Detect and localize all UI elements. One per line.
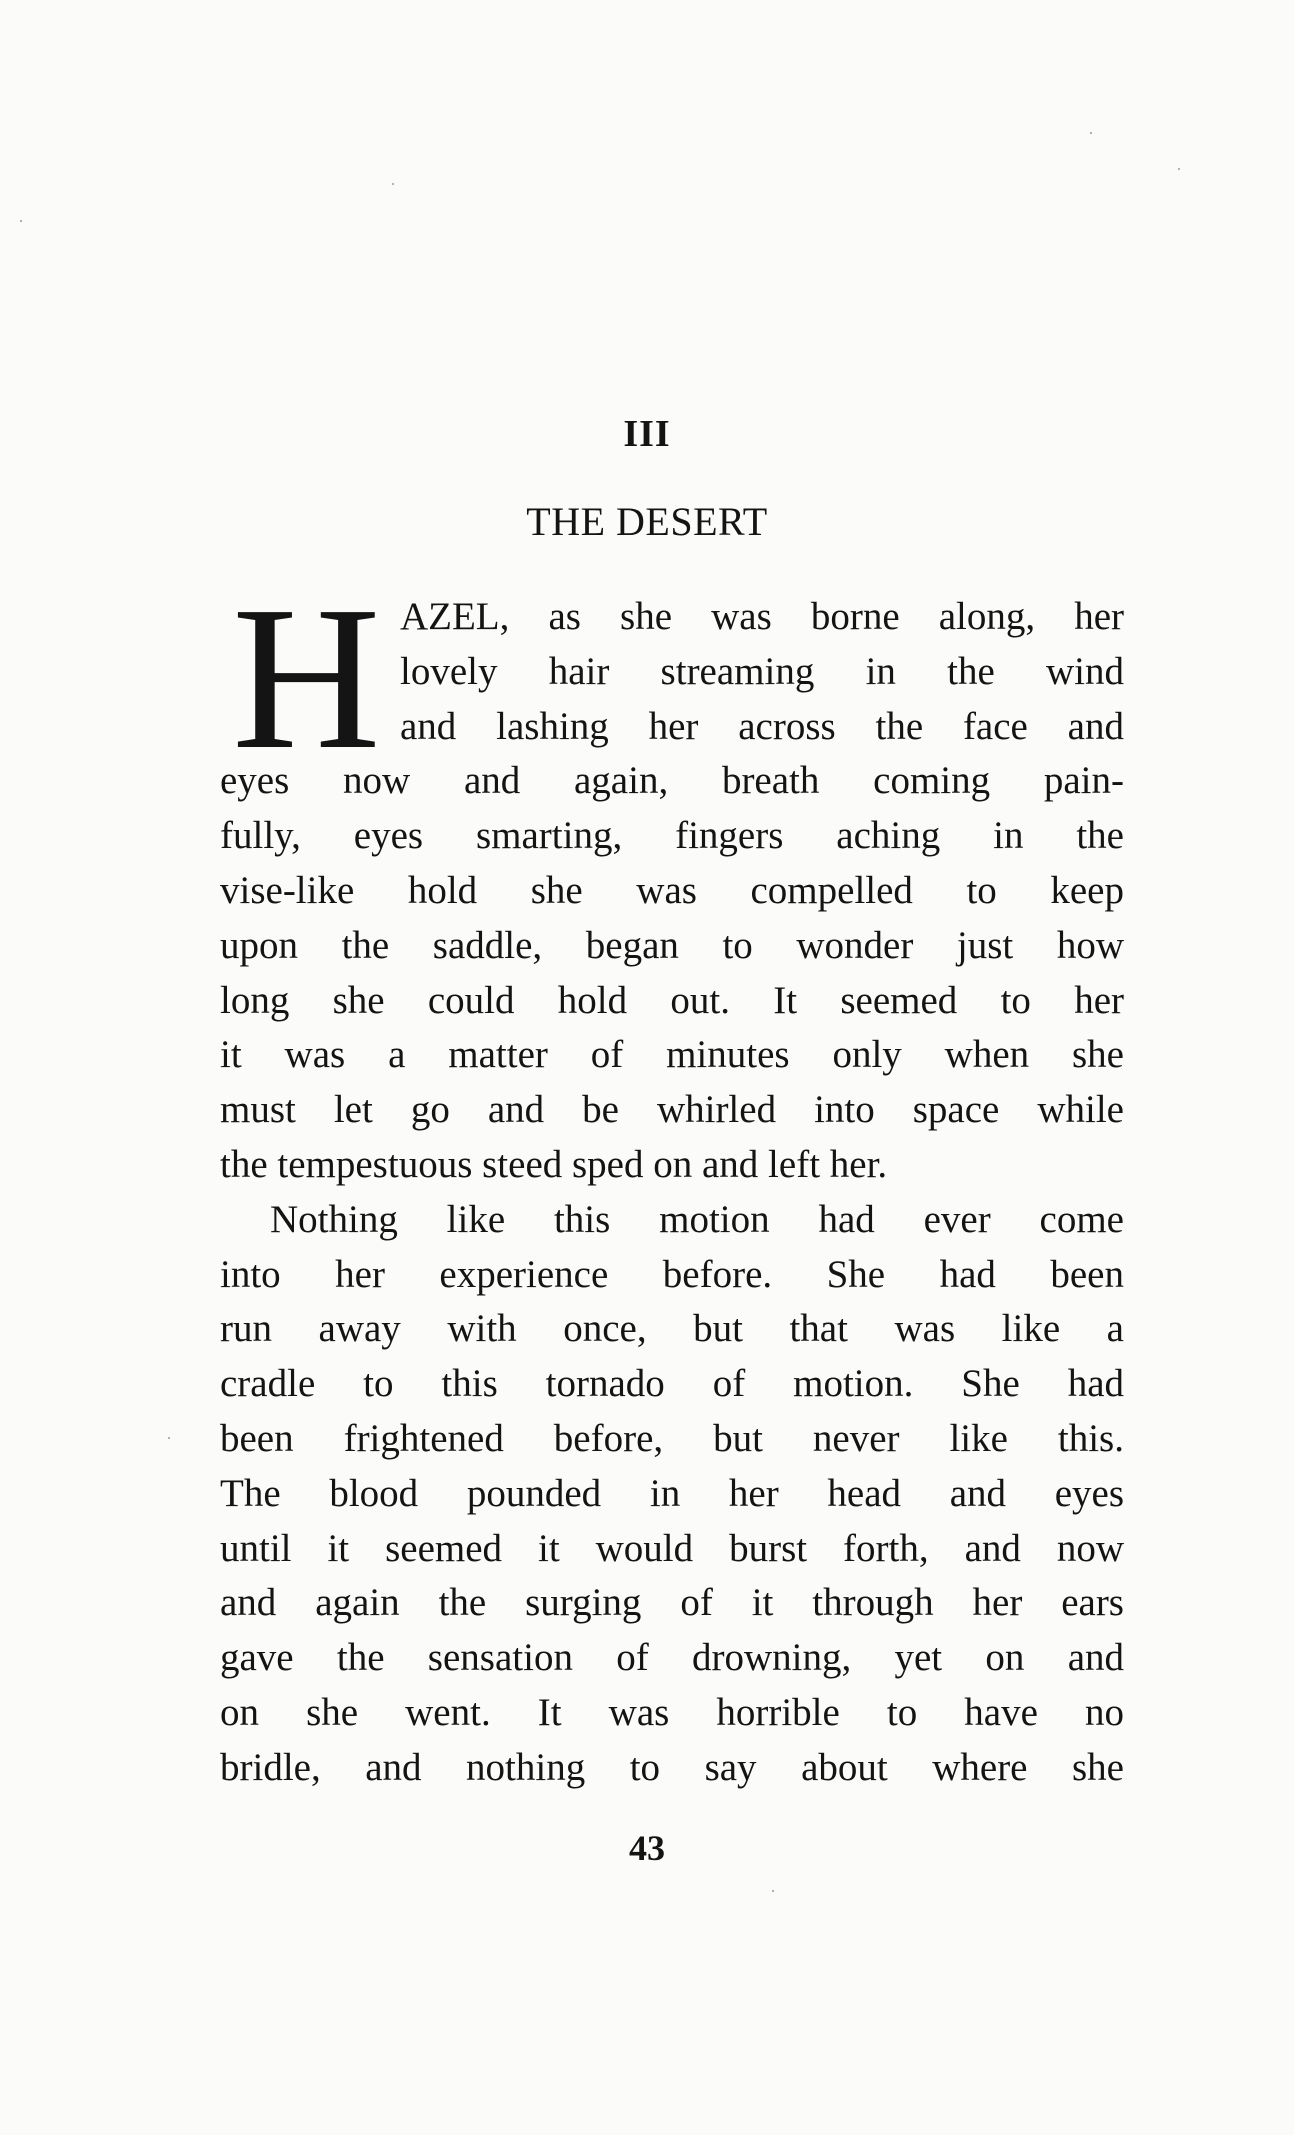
text-line: fully, eyes smarting, fingers aching in the: [220, 814, 1124, 858]
text-line: bridle, and nothing to say about where she: [220, 1745, 1124, 1789]
paper-speck: [20, 220, 22, 222]
text-line: cradle to this tornado of motion. She had: [220, 1362, 1124, 1406]
text-line: gave the sensation of drowning, yet on and: [220, 1636, 1124, 1680]
chapter-title: THE DESERT: [526, 499, 768, 544]
page-number: 43: [629, 1828, 665, 1868]
body-text: [220, 563, 1124, 1796]
chapter-number: III: [623, 413, 671, 455]
paper-speck: [168, 1437, 170, 1439]
text-line: until it seemed it would burst forth, and now: [220, 1526, 1124, 1570]
text-line: it was a matter of minutes only when she: [220, 1033, 1124, 1077]
text-line: upon the saddle, began to wonder just how: [220, 923, 1124, 967]
text-line: been frightened before, but never like this.: [220, 1416, 1124, 1460]
paragraph: [220, 563, 1124, 1193]
text-line: long she could hold out. It seemed to her: [220, 978, 1124, 1022]
drop-cap: H: [232, 563, 381, 792]
text-line: and lashing her across the face and: [400, 704, 1124, 748]
text-line: eyes now and again, breath coming pain-: [220, 759, 1124, 803]
text-line: AZEL, as she was borne along, her: [400, 595, 1124, 638]
text-line: and again the surging of it through her ears: [220, 1581, 1124, 1625]
text-line: lovely hair streaming in the wind: [400, 649, 1124, 693]
text-line: The blood pounded in her head and eyes: [220, 1471, 1124, 1515]
paragraph: [220, 1193, 1124, 1796]
paper-speck: [392, 183, 394, 185]
text-line: vise-like hold she was compelled to keep: [220, 868, 1124, 912]
text-line: the tempestuous steed sped on and left her.: [220, 1142, 888, 1186]
text-line: must let go and be whirled into space while: [220, 1088, 1124, 1132]
paper-speck: [772, 1890, 774, 1892]
text-line: into her experience before. She had been: [220, 1252, 1124, 1296]
paper-speck: [1090, 132, 1092, 134]
text-line: on she went. It was horrible to have no: [220, 1690, 1124, 1734]
paper-speck: [1178, 168, 1180, 170]
text-line: Nothing like this motion had ever come: [270, 1197, 1124, 1241]
text-line: run away with once, but that was like a: [220, 1307, 1124, 1351]
